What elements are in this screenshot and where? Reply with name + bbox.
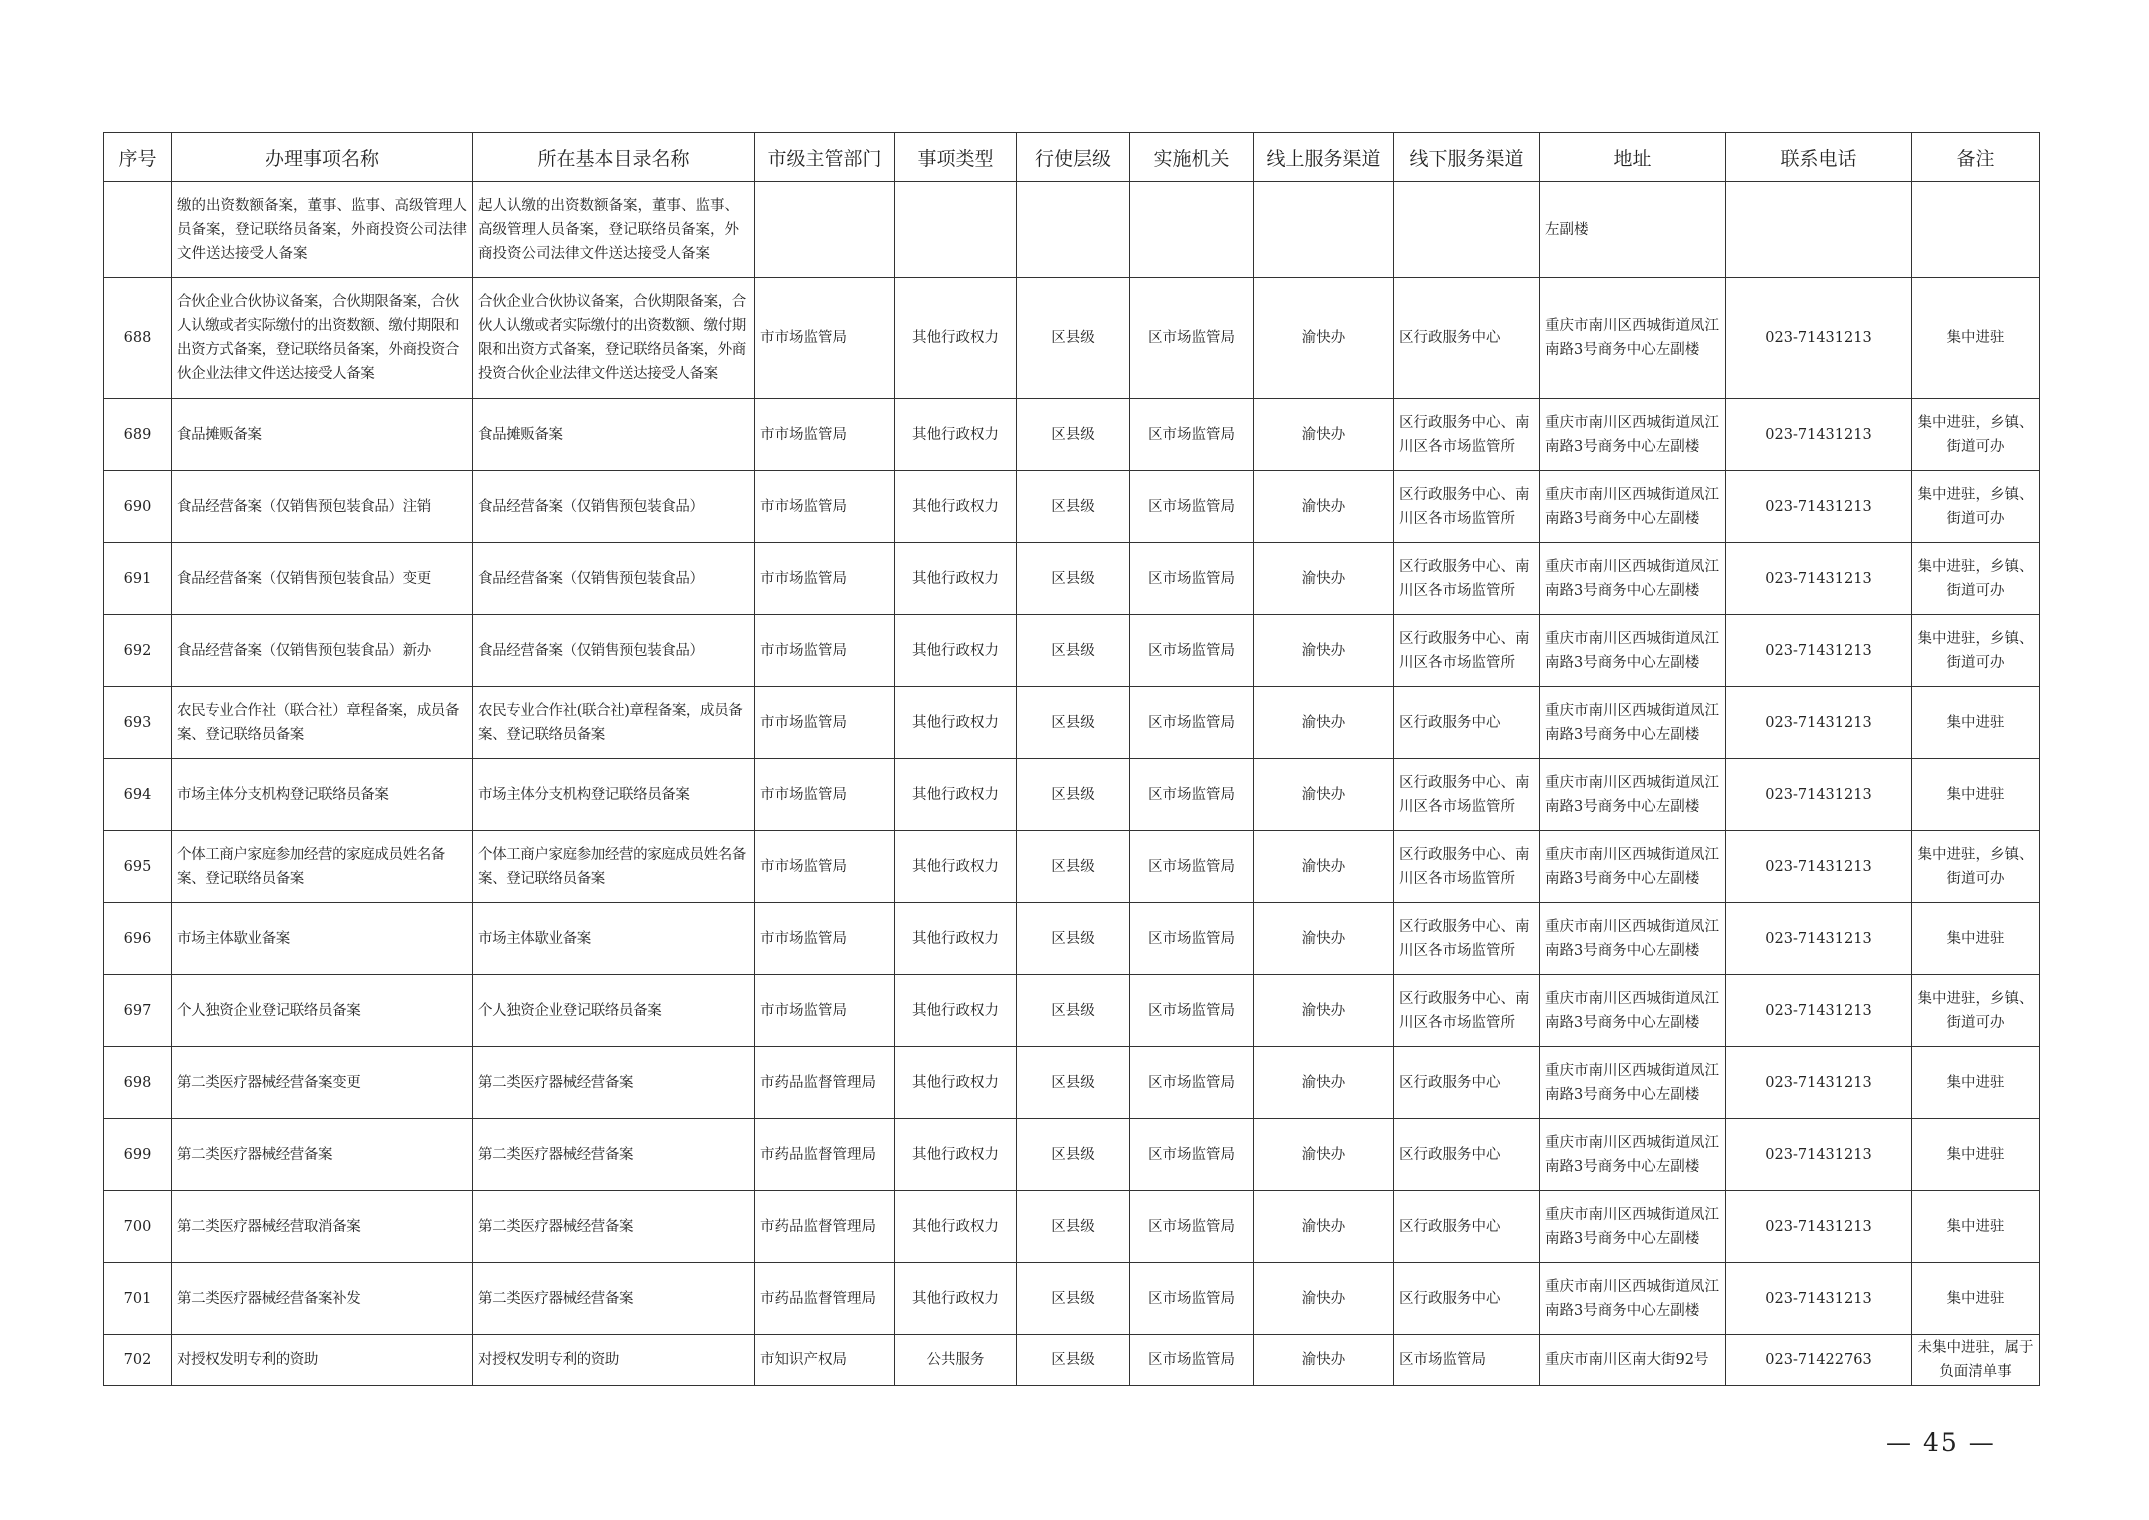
cell-address: 重庆市南川区西城街道凤江南路3号商务中心左副楼 xyxy=(1540,1119,1726,1191)
cell-catalog: 市场主体歇业备案 xyxy=(473,903,755,975)
cell-no: 691 xyxy=(104,543,172,615)
cell-agency xyxy=(1130,182,1254,278)
cell-offline: 区行政服务中心、南川区各市场监管所 xyxy=(1394,903,1540,975)
column-header: 办理事项名称 xyxy=(172,133,473,182)
column-header: 联系电话 xyxy=(1726,133,1912,182)
cell-dept: 市药品监督管理局 xyxy=(755,1047,895,1119)
cell-level: 区县级 xyxy=(1017,543,1130,615)
cell-type: 其他行政权力 xyxy=(895,687,1017,759)
cell-offline: 区行政服务中心、南川区各市场监管所 xyxy=(1394,471,1540,543)
cell-no: 693 xyxy=(104,687,172,759)
cell-dept: 市药品监督管理局 xyxy=(755,1119,895,1191)
table-row xyxy=(104,903,2040,975)
cell-level: 区县级 xyxy=(1017,831,1130,903)
cell-address: 重庆市南川区西城街道凤江南路3号商务中心左副楼 xyxy=(1540,278,1726,399)
cell-online: 渝快办 xyxy=(1254,1047,1394,1119)
cell-address: 重庆市南川区南大街92号 xyxy=(1540,1335,1726,1386)
cell-agency: 区市场监管局 xyxy=(1130,1335,1254,1386)
cell-online: 渝快办 xyxy=(1254,1335,1394,1386)
table-row xyxy=(104,687,2040,759)
cell-no: 688 xyxy=(104,278,172,399)
table-row xyxy=(104,1047,2040,1119)
cell-agency: 区市场监管局 xyxy=(1130,1047,1254,1119)
cell-name: 食品经营备案（仅销售预包装食品）新办 xyxy=(172,615,473,687)
cell-phone: 023-71431213 xyxy=(1726,1047,1912,1119)
cell-dept: 市市场监管局 xyxy=(755,831,895,903)
cell-no: 700 xyxy=(104,1191,172,1263)
cell-agency: 区市场监管局 xyxy=(1130,975,1254,1047)
cell-dept: 市药品监督管理局 xyxy=(755,1191,895,1263)
cell-offline: 区行政服务中心 xyxy=(1394,1119,1540,1191)
cell-type: 其他行政权力 xyxy=(895,975,1017,1047)
cell-catalog: 第二类医疗器械经营备案 xyxy=(473,1119,755,1191)
cell-name: 食品经营备案（仅销售预包装食品）注销 xyxy=(172,471,473,543)
cell-phone: 023-71431213 xyxy=(1726,615,1912,687)
cell-note: 集中进驻，乡镇、街道可办 xyxy=(1912,615,2040,687)
column-header: 地址 xyxy=(1540,133,1726,182)
cell-note: 未集中进驻，属于负面清单事 xyxy=(1912,1335,2040,1386)
cell-catalog: 食品经营备案（仅销售预包装食品） xyxy=(473,615,755,687)
table-row xyxy=(104,471,2040,543)
cell-agency: 区市场监管局 xyxy=(1130,687,1254,759)
cell-offline: 区行政服务中心、南川区各市场监管所 xyxy=(1394,759,1540,831)
column-header: 备注 xyxy=(1912,133,2040,182)
column-header: 实施机关 xyxy=(1130,133,1254,182)
table-row xyxy=(104,1191,2040,1263)
cell-level: 区县级 xyxy=(1017,399,1130,471)
column-header: 所在基本目录名称 xyxy=(473,133,755,182)
cell-online: 渝快办 xyxy=(1254,975,1394,1047)
cell-agency: 区市场监管局 xyxy=(1130,1119,1254,1191)
table-row xyxy=(104,831,2040,903)
cell-name: 食品摊贩备案 xyxy=(172,399,473,471)
cell-address: 重庆市南川区西城街道凤江南路3号商务中心左副楼 xyxy=(1540,759,1726,831)
cell-level: 区县级 xyxy=(1017,471,1130,543)
cell-catalog: 市场主体分支机构登记联络员备案 xyxy=(473,759,755,831)
table-row xyxy=(104,543,2040,615)
cell-name: 个人独资企业登记联络员备案 xyxy=(172,975,473,1047)
cell-level: 区县级 xyxy=(1017,1263,1130,1335)
cell-address: 重庆市南川区西城街道凤江南路3号商务中心左副楼 xyxy=(1540,615,1726,687)
column-header: 线下服务渠道 xyxy=(1394,133,1540,182)
cell-agency: 区市场监管局 xyxy=(1130,1263,1254,1335)
cell-level: 区县级 xyxy=(1017,1119,1130,1191)
cell-address: 重庆市南川区西城街道凤江南路3号商务中心左副楼 xyxy=(1540,543,1726,615)
cell-level: 区县级 xyxy=(1017,1191,1130,1263)
cell-agency: 区市场监管局 xyxy=(1130,543,1254,615)
cell-phone: 023-71431213 xyxy=(1726,399,1912,471)
cell-catalog: 第二类医疗器械经营备案 xyxy=(473,1263,755,1335)
cell-level: 区县级 xyxy=(1017,759,1130,831)
cell-note xyxy=(1912,182,2040,278)
cell-type: 其他行政权力 xyxy=(895,399,1017,471)
cell-note: 集中进驻，乡镇、街道可办 xyxy=(1912,831,2040,903)
cell-agency: 区市场监管局 xyxy=(1130,278,1254,399)
cell-catalog: 个人独资企业登记联络员备案 xyxy=(473,975,755,1047)
cell-phone: 023-71431213 xyxy=(1726,471,1912,543)
cell-phone: 023-71431213 xyxy=(1726,543,1912,615)
cell-online: 渝快办 xyxy=(1254,543,1394,615)
cell-phone: 023-71431213 xyxy=(1726,1119,1912,1191)
cell-catalog: 合伙企业合伙协议备案，合伙期限备案，合伙人认缴或者实际缴付的出资数额、缴付期限和出资方式备案，登记联络员备案，外商投资合伙企业法律文件送达接受人备案 xyxy=(473,278,755,399)
cell-level: 区县级 xyxy=(1017,975,1130,1047)
cell-dept: 市市场监管局 xyxy=(755,975,895,1047)
cell-offline: 区市场监管局 xyxy=(1394,1335,1540,1386)
cell-no: 697 xyxy=(104,975,172,1047)
column-header: 事项类型 xyxy=(895,133,1017,182)
table-header-row xyxy=(104,133,2040,182)
cell-type: 其他行政权力 xyxy=(895,543,1017,615)
cell-type: 其他行政权力 xyxy=(895,831,1017,903)
cell-level: 区县级 xyxy=(1017,687,1130,759)
column-header: 序号 xyxy=(104,133,172,182)
cell-online: 渝快办 xyxy=(1254,1119,1394,1191)
cell-online: 渝快办 xyxy=(1254,278,1394,399)
cell-phone: 023-71431213 xyxy=(1726,831,1912,903)
cell-no: 696 xyxy=(104,903,172,975)
cell-type: 其他行政权力 xyxy=(895,1047,1017,1119)
cell-phone: 023-71431213 xyxy=(1726,1191,1912,1263)
cell-address: 重庆市南川区西城街道凤江南路3号商务中心左副楼 xyxy=(1540,1047,1726,1119)
cell-note: 集中进驻，乡镇、街道可办 xyxy=(1912,471,2040,543)
cell-no: 690 xyxy=(104,471,172,543)
cell-type: 其他行政权力 xyxy=(895,1119,1017,1191)
cell-address: 重庆市南川区西城街道凤江南路3号商务中心左副楼 xyxy=(1540,975,1726,1047)
cell-name: 个体工商户家庭参加经营的家庭成员姓名备案、登记联络员备案 xyxy=(172,831,473,903)
cell-dept: 市市场监管局 xyxy=(755,903,895,975)
cell-catalog: 个体工商户家庭参加经营的家庭成员姓名备案、登记联络员备案 xyxy=(473,831,755,903)
cell-type: 其他行政权力 xyxy=(895,1263,1017,1335)
cell-phone xyxy=(1726,182,1912,278)
cell-no: 692 xyxy=(104,615,172,687)
cell-name: 合伙企业合伙协议备案，合伙期限备案，合伙人认缴或者实际缴付的出资数额、缴付期限和出资方式备案，登记联络员备案，外商投资合伙企业法律文件送达接受人备案 xyxy=(172,278,473,399)
cell-catalog: 对授权发明专利的资助 xyxy=(473,1335,755,1386)
cell-no: 689 xyxy=(104,399,172,471)
cell-dept: 市市场监管局 xyxy=(755,543,895,615)
cell-dept: 市市场监管局 xyxy=(755,687,895,759)
column-header: 行使层级 xyxy=(1017,133,1130,182)
cell-note: 集中进驻 xyxy=(1912,1191,2040,1263)
cell-name: 缴的出资数额备案，董事、监事、高级管理人员备案，登记联络员备案，外商投资公司法律文件送达接受人备案 xyxy=(172,182,473,278)
table-row xyxy=(104,278,2040,399)
cell-offline xyxy=(1394,182,1540,278)
cell-offline: 区行政服务中心 xyxy=(1394,278,1540,399)
cell-phone: 023-71431213 xyxy=(1726,1263,1912,1335)
cell-note: 集中进驻，乡镇、街道可办 xyxy=(1912,975,2040,1047)
cell-agency: 区市场监管局 xyxy=(1130,615,1254,687)
column-header: 线上服务渠道 xyxy=(1254,133,1394,182)
cell-agency: 区市场监管局 xyxy=(1130,831,1254,903)
cell-no xyxy=(104,182,172,278)
cell-no: 701 xyxy=(104,1263,172,1335)
cell-online: 渝快办 xyxy=(1254,687,1394,759)
cell-note: 集中进驻 xyxy=(1912,1263,2040,1335)
continued-row xyxy=(104,182,2040,278)
cell-agency: 区市场监管局 xyxy=(1130,471,1254,543)
cell-catalog: 食品经营备案（仅销售预包装食品） xyxy=(473,543,755,615)
cell-note: 集中进驻 xyxy=(1912,687,2040,759)
cell-level: 区县级 xyxy=(1017,1335,1130,1386)
cell-offline: 区行政服务中心 xyxy=(1394,1191,1540,1263)
table-row xyxy=(104,399,2040,471)
cell-type: 公共服务 xyxy=(895,1335,1017,1386)
cell-offline: 区行政服务中心 xyxy=(1394,1263,1540,1335)
cell-agency: 区市场监管局 xyxy=(1130,903,1254,975)
cell-no: 702 xyxy=(104,1335,172,1386)
cell-dept: 市市场监管局 xyxy=(755,615,895,687)
cell-address: 重庆市南川区西城街道凤江南路3号商务中心左副楼 xyxy=(1540,471,1726,543)
cell-no: 695 xyxy=(104,831,172,903)
cell-offline: 区行政服务中心、南川区各市场监管所 xyxy=(1394,399,1540,471)
cell-name: 农民专业合作社（联合社）章程备案，成员备案、登记联络员备案 xyxy=(172,687,473,759)
cell-name: 对授权发明专利的资助 xyxy=(172,1335,473,1386)
cell-address: 重庆市南川区西城街道凤江南路3号商务中心左副楼 xyxy=(1540,903,1726,975)
cell-type: 其他行政权力 xyxy=(895,1191,1017,1263)
table-row xyxy=(104,1263,2040,1335)
cell-type: 其他行政权力 xyxy=(895,903,1017,975)
cell-level: 区县级 xyxy=(1017,1047,1130,1119)
cell-agency: 区市场监管局 xyxy=(1130,399,1254,471)
cell-note: 集中进驻 xyxy=(1912,759,2040,831)
cell-agency: 区市场监管局 xyxy=(1130,759,1254,831)
cell-catalog: 第二类医疗器械经营备案 xyxy=(473,1047,755,1119)
cell-online: 渝快办 xyxy=(1254,759,1394,831)
cell-phone: 023-71431213 xyxy=(1726,759,1912,831)
cell-address: 左副楼 xyxy=(1540,182,1726,278)
cell-name: 食品经营备案（仅销售预包装食品）变更 xyxy=(172,543,473,615)
table-row xyxy=(104,759,2040,831)
cell-catalog: 食品经营备案（仅销售预包装食品） xyxy=(473,471,755,543)
cell-address: 重庆市南川区西城街道凤江南路3号商务中心左副楼 xyxy=(1540,1263,1726,1335)
cell-note: 集中进驻，乡镇、街道可办 xyxy=(1912,399,2040,471)
cell-offline: 区行政服务中心、南川区各市场监管所 xyxy=(1394,543,1540,615)
cell-name: 第二类医疗器械经营备案补发 xyxy=(172,1263,473,1335)
cell-note: 集中进驻，乡镇、街道可办 xyxy=(1912,543,2040,615)
cell-dept: 市市场监管局 xyxy=(755,278,895,399)
cell-dept: 市市场监管局 xyxy=(755,471,895,543)
cell-phone: 023-71431213 xyxy=(1726,975,1912,1047)
cell-phone: 023-71431213 xyxy=(1726,687,1912,759)
cell-phone: 023-71422763 xyxy=(1726,1335,1912,1386)
cell-dept: 市市场监管局 xyxy=(755,399,895,471)
cell-catalog: 第二类医疗器械经营备案 xyxy=(473,1191,755,1263)
cell-online: 渝快办 xyxy=(1254,399,1394,471)
table-row xyxy=(104,1119,2040,1191)
cell-online: 渝快办 xyxy=(1254,1263,1394,1335)
cell-type: 其他行政权力 xyxy=(895,615,1017,687)
cell-online: 渝快办 xyxy=(1254,615,1394,687)
cell-note: 集中进驻 xyxy=(1912,1119,2040,1191)
cell-address: 重庆市南川区西城街道凤江南路3号商务中心左副楼 xyxy=(1540,831,1726,903)
cell-address: 重庆市南川区西城街道凤江南路3号商务中心左副楼 xyxy=(1540,687,1726,759)
cell-offline: 区行政服务中心 xyxy=(1394,1047,1540,1119)
cell-type: 其他行政权力 xyxy=(895,278,1017,399)
cell-dept: 市市场监管局 xyxy=(755,759,895,831)
cell-online: 渝快办 xyxy=(1254,1191,1394,1263)
cell-level: 区县级 xyxy=(1017,903,1130,975)
cell-online: 渝快办 xyxy=(1254,471,1394,543)
cell-online xyxy=(1254,182,1394,278)
cell-type: 其他行政权力 xyxy=(895,471,1017,543)
cell-agency: 区市场监管局 xyxy=(1130,1191,1254,1263)
cell-offline: 区行政服务中心 xyxy=(1394,687,1540,759)
cell-level: 区县级 xyxy=(1017,615,1130,687)
cell-type: 其他行政权力 xyxy=(895,759,1017,831)
cell-dept xyxy=(755,182,895,278)
cell-offline: 区行政服务中心、南川区各市场监管所 xyxy=(1394,615,1540,687)
cell-address: 重庆市南川区西城街道凤江南路3号商务中心左副楼 xyxy=(1540,399,1726,471)
cell-type xyxy=(895,182,1017,278)
table-row xyxy=(104,1335,2040,1386)
cell-level xyxy=(1017,182,1130,278)
cell-catalog: 食品摊贩备案 xyxy=(473,399,755,471)
cell-online: 渝快办 xyxy=(1254,831,1394,903)
cell-no: 699 xyxy=(104,1119,172,1191)
cell-phone: 023-71431213 xyxy=(1726,278,1912,399)
cell-no: 694 xyxy=(104,759,172,831)
cell-name: 第二类医疗器械经营取消备案 xyxy=(172,1191,473,1263)
cell-phone: 023-71431213 xyxy=(1726,903,1912,975)
cell-name: 市场主体分支机构登记联络员备案 xyxy=(172,759,473,831)
cell-online: 渝快办 xyxy=(1254,903,1394,975)
cell-name: 第二类医疗器械经营备案 xyxy=(172,1119,473,1191)
cell-catalog: 起人认缴的出资数额备案，董事、监事、高级管理人员备案，登记联络员备案，外商投资公司法律文件送达接受人备案 xyxy=(473,182,755,278)
cell-offline: 区行政服务中心、南川区各市场监管所 xyxy=(1394,975,1540,1047)
cell-offline: 区行政服务中心、南川区各市场监管所 xyxy=(1394,831,1540,903)
cell-dept: 市药品监督管理局 xyxy=(755,1263,895,1335)
cell-note: 集中进驻 xyxy=(1912,1047,2040,1119)
cell-name: 市场主体歇业备案 xyxy=(172,903,473,975)
cell-note: 集中进驻 xyxy=(1912,278,2040,399)
table-row xyxy=(104,615,2040,687)
cell-dept: 市知识产权局 xyxy=(755,1335,895,1386)
cell-address: 重庆市南川区西城街道凤江南路3号商务中心左副楼 xyxy=(1540,1191,1726,1263)
cell-name: 第二类医疗器械经营备案变更 xyxy=(172,1047,473,1119)
cell-note: 集中进驻 xyxy=(1912,903,2040,975)
cell-catalog: 农民专业合作社(联合社)章程备案，成员备案、登记联络员备案 xyxy=(473,687,755,759)
page-number: — 45 — xyxy=(1886,1428,1996,1457)
column-header: 市级主管部门 xyxy=(755,133,895,182)
service-items-table xyxy=(103,132,2040,1386)
cell-level: 区县级 xyxy=(1017,278,1130,399)
table-row xyxy=(104,975,2040,1047)
cell-no: 698 xyxy=(104,1047,172,1119)
